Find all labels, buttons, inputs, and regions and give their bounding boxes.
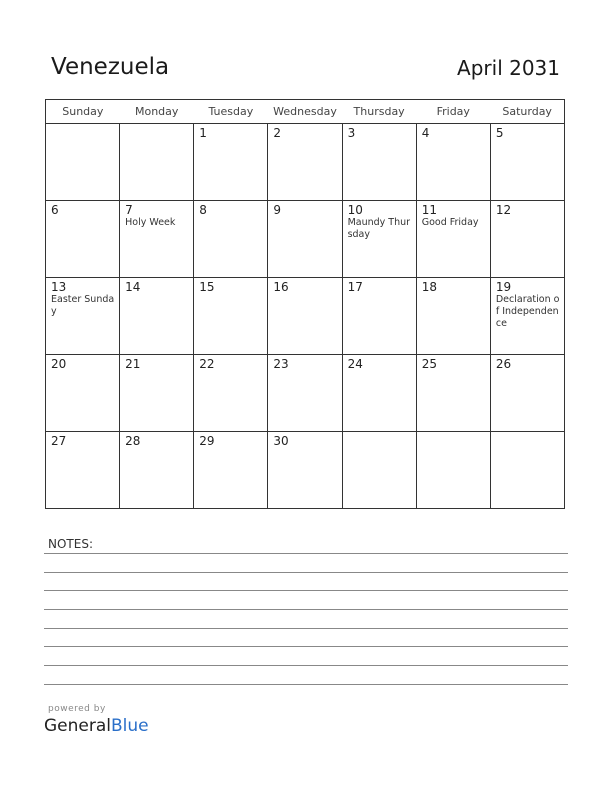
calendar-day-cell: [490, 124, 564, 201]
calendar-day-cell: [120, 124, 194, 201]
calendar-day-cell: [268, 278, 342, 355]
holiday-label: Declaration of Independence: [495, 294, 560, 329]
calendar-day-cell: [416, 355, 490, 432]
note-line: [44, 665, 568, 666]
brand-general-text: General: [44, 716, 111, 736]
calendar-day-cell: [194, 355, 268, 432]
weekday-header: Tuesday: [194, 100, 268, 124]
calendar-day-cell: [120, 432, 194, 509]
day-number: 21: [125, 357, 141, 371]
day-number: 2: [273, 126, 282, 140]
calendar-day-cell: [416, 201, 490, 278]
calendar-day-cell: [194, 278, 268, 355]
weekday-header: Friday: [416, 100, 490, 124]
notes-label: NOTES:: [48, 537, 93, 551]
day-number: 30: [273, 434, 289, 448]
day-number: 23: [273, 357, 289, 371]
day-number: 15: [199, 280, 215, 294]
day-number: 12: [495, 203, 512, 217]
day-number: 24: [347, 357, 363, 371]
day-number: 29: [199, 434, 215, 448]
calendar-day-cell: [46, 201, 120, 278]
holiday-label: Easter Sunday: [51, 294, 115, 317]
day-number: 13: [51, 280, 67, 294]
day-number: 19: [495, 280, 512, 294]
day-number: 3: [347, 126, 356, 140]
brand-blue-text: Blue: [111, 716, 149, 736]
weekday-header: Thursday: [342, 100, 416, 124]
calendar-day-cell: [416, 278, 490, 355]
holiday-label: Holy Week: [125, 217, 176, 228]
calendar-day-cell: [120, 278, 194, 355]
day-number: 14: [125, 280, 141, 294]
calendar-day-cell: [120, 355, 194, 432]
calendar-day-cell: [490, 278, 564, 355]
weekday-header: Saturday: [490, 100, 564, 124]
note-line: [44, 609, 568, 610]
note-line: [44, 553, 568, 554]
calendar-day-cell: [46, 278, 120, 355]
calendar-week-row: [46, 432, 565, 509]
calendar-country-title: Venezuela: [51, 54, 170, 80]
calendar-week-row: [46, 355, 565, 432]
day-number: 7: [125, 203, 133, 217]
calendar-day-cell: [268, 355, 342, 432]
day-number: 25: [421, 357, 437, 371]
weekday-header-row: [46, 100, 565, 124]
day-number: 18: [421, 280, 437, 294]
day-number: 11: [421, 203, 437, 217]
calendar-day-cell: [490, 432, 564, 509]
calendar-day-cell: [194, 432, 268, 509]
calendar-day-cell: [342, 278, 416, 355]
day-number: 9: [273, 203, 282, 217]
note-line: [44, 572, 568, 573]
calendar-day-cell: [268, 432, 342, 509]
day-number: 1: [199, 126, 207, 140]
day-number: 28: [125, 434, 141, 448]
day-number: 10: [347, 203, 363, 217]
calendar-week-row: [46, 201, 565, 278]
calendar-day-cell: [342, 201, 416, 278]
calendar-day-cell: [46, 124, 120, 201]
weekday-header: Sunday: [46, 100, 120, 124]
day-number: 26: [495, 357, 512, 371]
day-number: 20: [51, 357, 67, 371]
calendar-day-cell: [342, 124, 416, 201]
day-number: 27: [51, 434, 67, 448]
calendar-grid: [45, 99, 565, 509]
holiday-label: Good Friday: [421, 217, 479, 228]
calendar-day-cell: [490, 201, 564, 278]
calendar-day-cell: [268, 124, 342, 201]
calendar-day-cell: [490, 355, 564, 432]
day-number: 22: [199, 357, 215, 371]
holiday-label: Maundy Thursday: [347, 217, 411, 240]
day-number: 16: [273, 280, 289, 294]
calendar-day-cell: [46, 355, 120, 432]
calendar-day-cell: [46, 432, 120, 509]
day-number: 6: [51, 203, 59, 217]
powered-by-text: powered by: [48, 704, 106, 714]
note-line: [44, 590, 568, 591]
calendar-month-title: April 2031: [457, 56, 560, 80]
day-number: 5: [495, 126, 504, 140]
calendar-day-cell: [194, 124, 268, 201]
calendar-day-cell: [194, 201, 268, 278]
calendar-day-cell: [268, 201, 342, 278]
note-line: [44, 684, 568, 685]
weekday-header: Wednesday: [268, 100, 342, 124]
calendar-week-row: [46, 124, 565, 201]
weekday-header: Monday: [120, 100, 194, 124]
calendar-week-row: [46, 278, 565, 355]
day-number: 8: [199, 203, 207, 217]
day-number: 17: [347, 280, 363, 294]
calendar-day-cell: [120, 201, 194, 278]
note-line: [44, 646, 568, 647]
calendar-day-cell: [416, 124, 490, 201]
calendar-day-cell: [342, 355, 416, 432]
note-line: [44, 628, 568, 629]
brand-logo: [44, 716, 149, 736]
calendar-day-cell: [342, 432, 416, 509]
calendar-day-cell: [416, 432, 490, 509]
day-number: 4: [421, 126, 430, 140]
